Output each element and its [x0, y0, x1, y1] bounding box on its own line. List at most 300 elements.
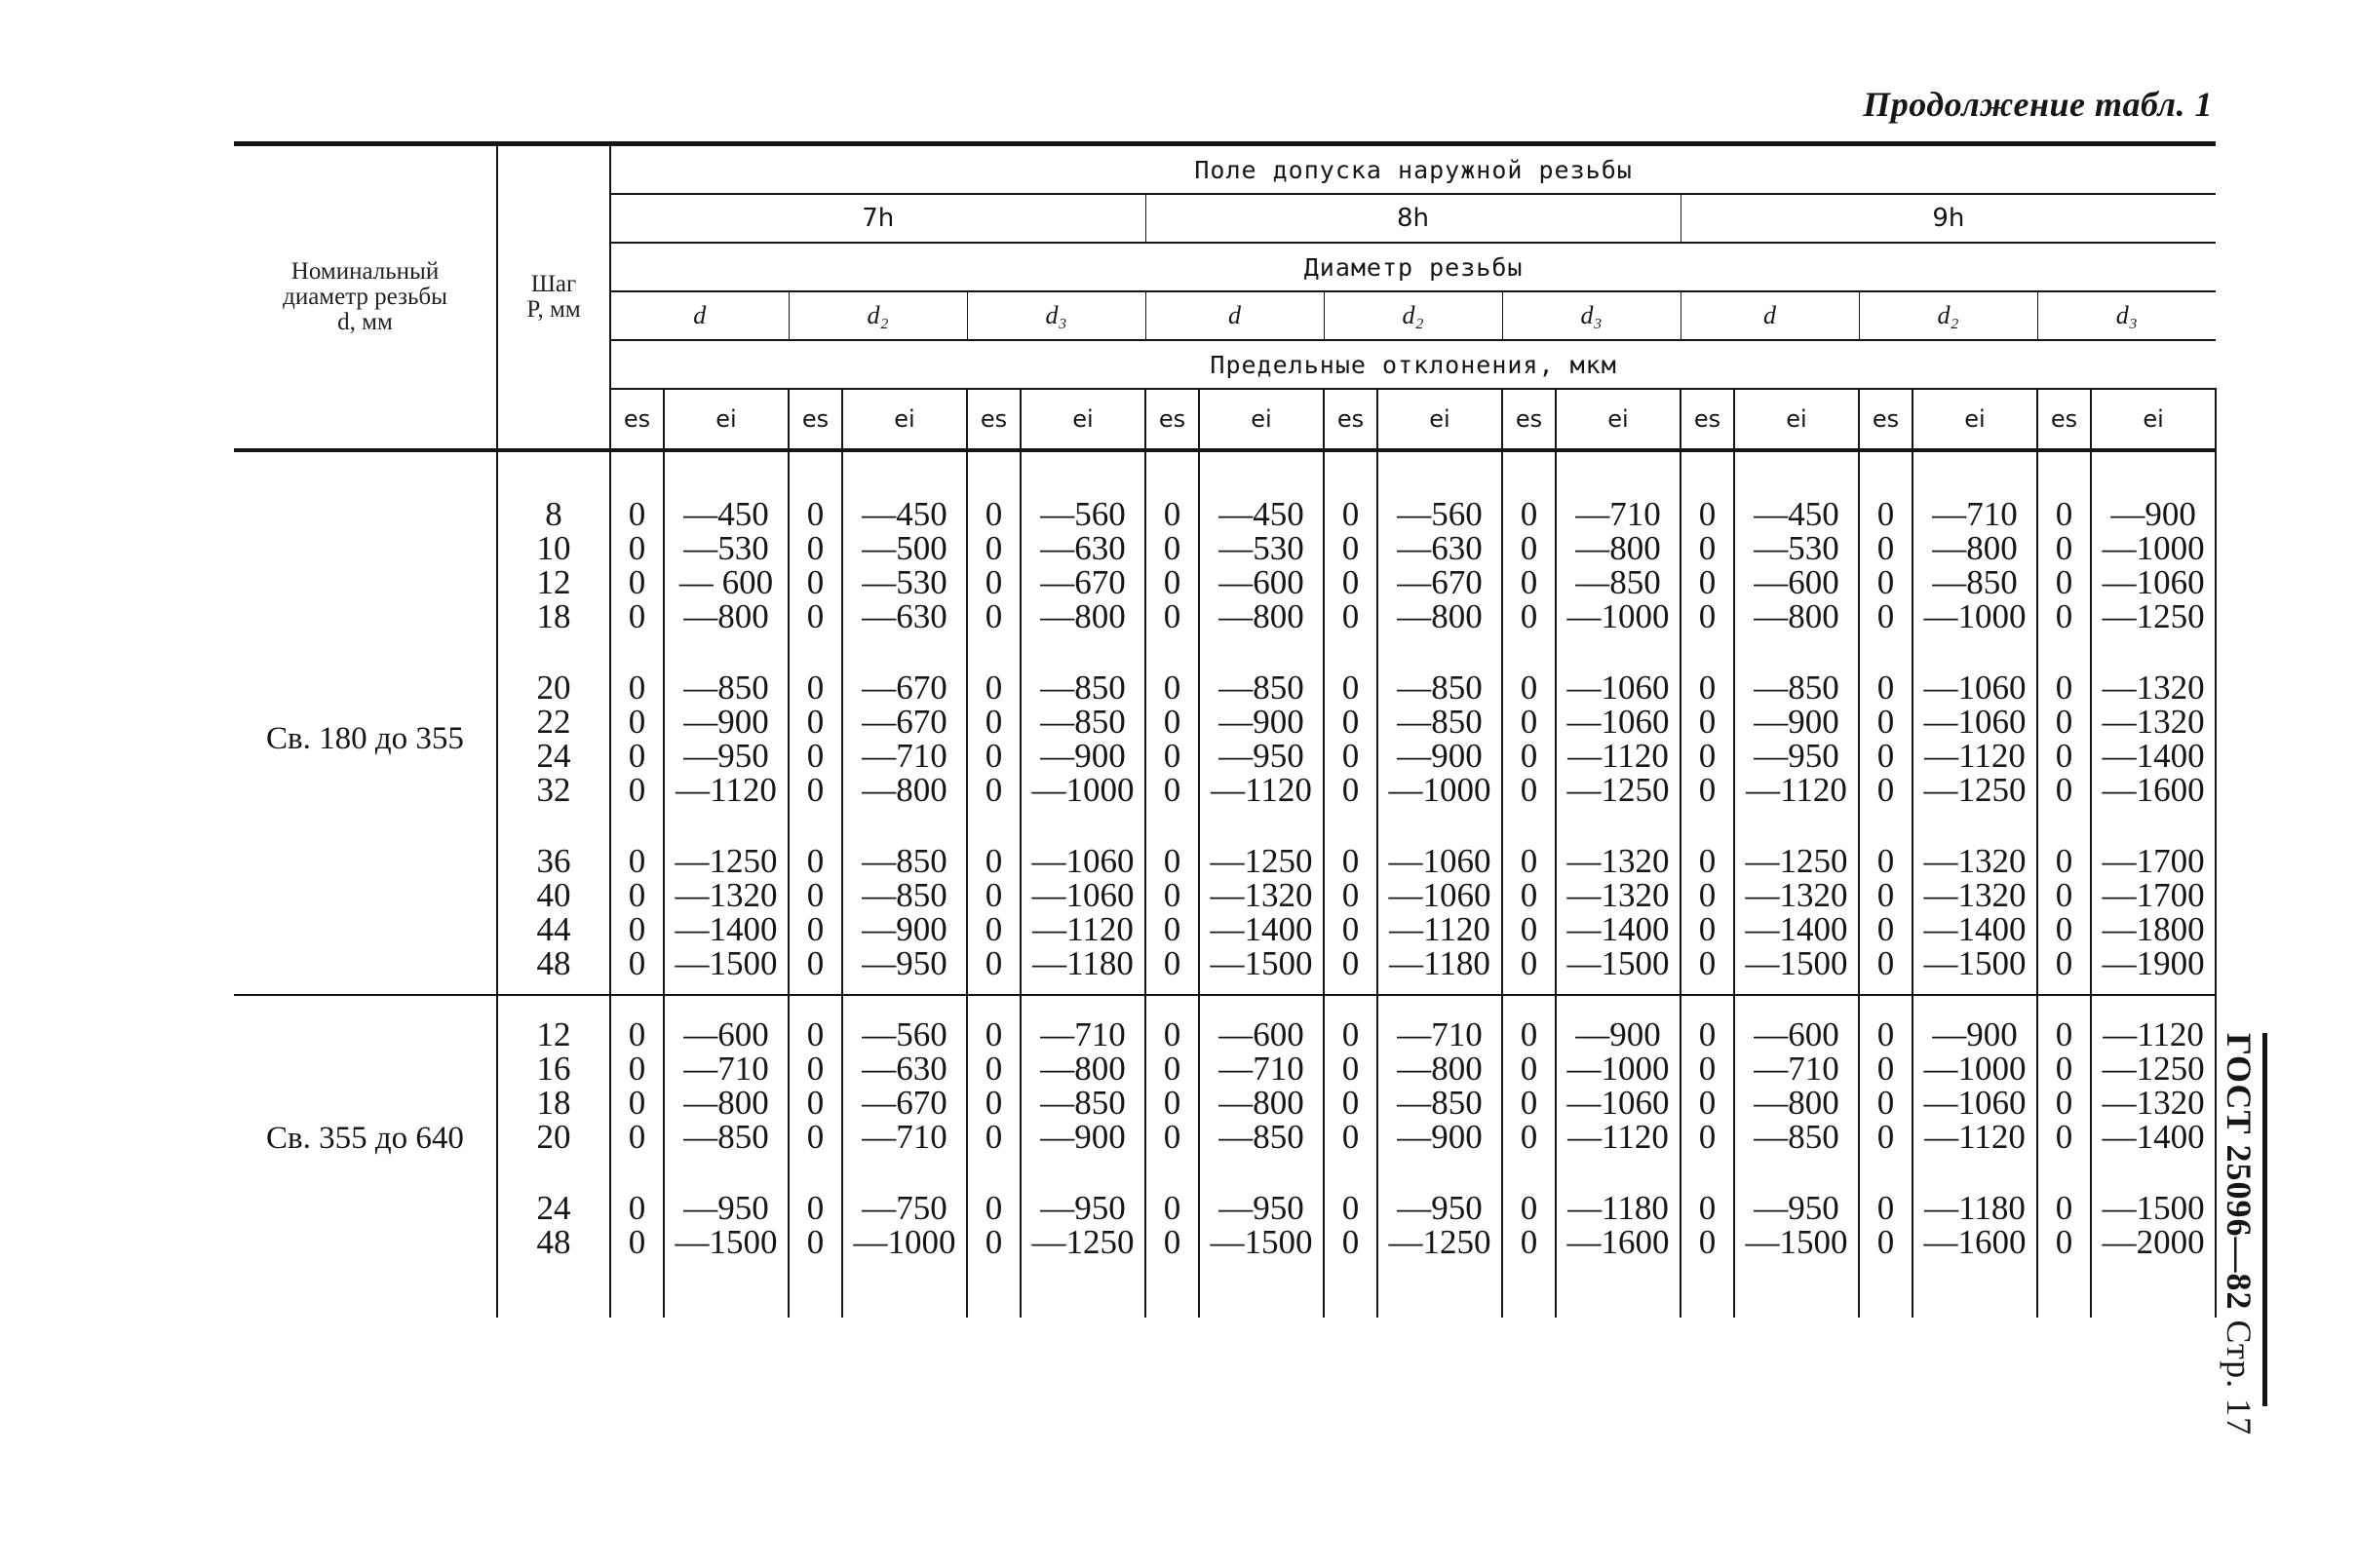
ei-value: —900 [842, 912, 967, 946]
es-value: 0 [1520, 876, 1538, 914]
es-value: 0 [1341, 737, 1360, 775]
ei-value: —1000 [1556, 1052, 1681, 1086]
pitch-cell: 18 [497, 1086, 610, 1120]
table-row [234, 531, 2216, 565]
ei-value: —1000 [2091, 531, 2216, 565]
ei-value: —560 [1377, 497, 1502, 531]
es-value: 0 [1698, 910, 1717, 948]
ei-value: —800 [664, 599, 789, 633]
es-value: 0 [985, 842, 1003, 880]
es-value: 0 [628, 597, 646, 635]
ei-value: —1400 [1199, 912, 1324, 946]
ei-value: —530 [1734, 531, 1859, 565]
table-row [234, 670, 2216, 705]
es-value: 0 [1876, 842, 1895, 880]
table-row [234, 497, 2216, 531]
ei-value: —670 [1377, 565, 1502, 599]
es-value: 0 [628, 1118, 646, 1156]
es-value: 0 [1163, 1189, 1181, 1227]
es-value: 0 [628, 495, 646, 533]
table-header [234, 144, 2216, 451]
es-value: 0 [2055, 737, 2073, 775]
ei-value: —1120 [1199, 773, 1324, 807]
ei-value: —630 [1377, 531, 1502, 565]
ei-value: —850 [1734, 1120, 1859, 1154]
pitch-cell: 22 [497, 705, 610, 739]
diameter-d-header: d [1681, 291, 1859, 340]
ei-value: —800 [1377, 599, 1502, 633]
ei-value: —1500 [664, 946, 789, 980]
ei-value: —1900 [2091, 946, 2216, 980]
table-row [234, 1225, 2216, 1259]
pitch-cell: 32 [497, 773, 610, 807]
es-value: 0 [1698, 1118, 1717, 1156]
es-value: 0 [1163, 597, 1181, 635]
es-value: 0 [1163, 737, 1181, 775]
es-value: 0 [628, 771, 646, 809]
es-value: 0 [1698, 771, 1717, 809]
es-value: 0 [628, 529, 646, 567]
es-value: 0 [2055, 1189, 2073, 1227]
es-value: 0 [1163, 910, 1181, 948]
es-value: 0 [1876, 1223, 1895, 1261]
ei-value: —630 [1021, 531, 1145, 565]
es-value: 0 [1698, 1015, 1717, 1053]
es-value: 0 [1341, 771, 1360, 809]
ei-value: —1120 [1913, 1120, 2037, 1154]
es-value: 0 [1876, 944, 1895, 982]
nominal-range-cell: Св. 355 до 640 [234, 1017, 497, 1259]
es-value: 0 [1163, 495, 1181, 533]
ei-value: —1600 [1556, 1225, 1681, 1259]
ei-value: —1060 [1913, 670, 2037, 705]
es-value: 0 [1163, 1223, 1181, 1261]
ei-value: —710 [1913, 497, 2037, 531]
ei-value: —710 [842, 739, 967, 773]
es-value: 0 [1520, 1084, 1538, 1122]
pitch-cell: 48 [497, 946, 610, 980]
es-value: 0 [2055, 842, 2073, 880]
table-row [234, 844, 2216, 878]
ei-value: —670 [842, 1086, 967, 1120]
ei-value: —1000 [1913, 1052, 2037, 1086]
ei-value: —1600 [2091, 773, 2216, 807]
ei-value: —1120 [1734, 773, 1859, 807]
diameter-d3-header: d₃ [1502, 291, 1681, 340]
es-value: 0 [1876, 737, 1895, 775]
ei-value: —1500 [1199, 946, 1324, 980]
ei-value: —1120 [1377, 912, 1502, 946]
es-value: 0 [1698, 944, 1717, 982]
es-value: 0 [1341, 529, 1360, 567]
es-value: 0 [806, 842, 825, 880]
field-7h: 7h [610, 194, 1145, 243]
es-value: 0 [806, 1223, 825, 1261]
ei-value: —850 [1556, 565, 1681, 599]
ei-value: —950 [1021, 1191, 1145, 1225]
es-value: 0 [1163, 1118, 1181, 1156]
es-value: 0 [2055, 529, 2073, 567]
es-value: 0 [1341, 1084, 1360, 1122]
es-value: 0 [1876, 1050, 1895, 1088]
nominal-diameter-header [234, 144, 497, 451]
pitch-cell: 8 [497, 497, 610, 531]
es-value: 0 [806, 669, 825, 707]
es-value: 0 [1520, 1223, 1538, 1261]
pitch-cell: 12 [497, 565, 610, 599]
ei-value: —1320 [1734, 878, 1859, 912]
es-value: 0 [1698, 1189, 1717, 1227]
ei-value: —1250 [664, 844, 789, 878]
ei-value: —800 [1556, 531, 1681, 565]
continuation-caption: Продолжение табл. 1 [1863, 85, 2213, 124]
standard-number: ГОСТ 25096—82 [2220, 1033, 2259, 1311]
es-value: 0 [628, 1015, 646, 1053]
es-value: 0 [628, 1189, 646, 1227]
es-value: 0 [1163, 563, 1181, 601]
es-value: 0 [1163, 669, 1181, 707]
ei-header: ei [2091, 389, 2216, 450]
ei-value: —850 [842, 844, 967, 878]
ei-header: ei [1377, 389, 1502, 450]
es-value: 0 [1341, 1015, 1360, 1053]
pitch-header-line: Шаг [530, 271, 577, 297]
ei-value: —710 [1199, 1052, 1324, 1086]
diameter-d3-header: d₃ [2037, 291, 2216, 340]
pitch-cell: 48 [497, 1225, 610, 1259]
ei-value: —600 [664, 1017, 789, 1052]
es-value: 0 [806, 1050, 825, 1088]
es-value: 0 [628, 910, 646, 948]
ei-value: —1500 [2091, 1191, 2216, 1225]
table-row [234, 912, 2216, 946]
ei-value: —560 [1021, 497, 1145, 531]
ei-value: —1250 [1021, 1225, 1145, 1259]
ei-value: —1000 [842, 1225, 967, 1259]
table-row [234, 773, 2216, 807]
spacer-row [234, 980, 2216, 995]
ei-value: —1250 [1913, 773, 2037, 807]
side-footer [2219, 1033, 2260, 1435]
es-value: 0 [1520, 842, 1538, 880]
ei-value: —1800 [2091, 912, 2216, 946]
ei-value: —1500 [1734, 1225, 1859, 1259]
ei-value: —710 [1377, 1017, 1502, 1052]
es-value: 0 [628, 1050, 646, 1088]
ei-value: — 600 [664, 565, 789, 599]
deviations-header: Предельные отклонения, мкм [610, 340, 2216, 389]
ei-value: —950 [1199, 739, 1324, 773]
es-value: 0 [1698, 876, 1717, 914]
es-value: 0 [985, 876, 1003, 914]
es-value: 0 [806, 495, 825, 533]
ei-value: —710 [842, 1120, 967, 1154]
spacer-row [234, 1259, 2216, 1318]
ei-value: —1320 [1199, 878, 1324, 912]
es-value: 0 [628, 842, 646, 880]
ei-header: ei [664, 389, 789, 450]
diameter-d2-header: d₂ [1859, 291, 2037, 340]
es-value: 0 [1341, 1189, 1360, 1227]
es-value: 0 [628, 703, 646, 741]
es-value: 0 [1520, 529, 1538, 567]
ei-value: —710 [1734, 1052, 1859, 1086]
es-value: 0 [1520, 563, 1538, 601]
ei-value: —1500 [1734, 946, 1859, 980]
ei-value: —1060 [1021, 844, 1145, 878]
table-row [234, 739, 2216, 773]
ei-value: —450 [842, 497, 967, 531]
ei-value: —900 [1021, 1120, 1145, 1154]
es-value: 0 [806, 910, 825, 948]
es-value: 0 [1876, 703, 1895, 741]
ei-value: —1500 [1556, 946, 1681, 980]
es-value: 0 [2055, 910, 2073, 948]
es-value: 0 [1698, 1050, 1717, 1088]
es-value: 0 [2055, 1084, 2073, 1122]
ei-value: —900 [664, 705, 789, 739]
es-value: 0 [2055, 669, 2073, 707]
ei-value: —950 [1734, 1191, 1859, 1225]
footer-rule [2262, 1033, 2267, 1406]
es-value: 0 [985, 1118, 1003, 1156]
pitch-header-line: P, мм [526, 296, 581, 323]
es-header: es [610, 389, 664, 450]
ei-value: —670 [842, 670, 967, 705]
es-header: es [1681, 389, 1734, 450]
ei-value: —710 [664, 1052, 789, 1086]
ei-value: —950 [1734, 739, 1859, 773]
es-value: 0 [985, 703, 1003, 741]
es-value: 0 [985, 771, 1003, 809]
es-value: 0 [985, 563, 1003, 601]
ei-value: —850 [664, 670, 789, 705]
es-value: 0 [1876, 910, 1895, 948]
es-value: 0 [1698, 563, 1717, 601]
ei-value: —800 [1913, 531, 2037, 565]
ei-value: —800 [1377, 1052, 1502, 1086]
ei-value: —1320 [1913, 844, 2037, 878]
ei-value: —900 [1556, 1017, 1681, 1052]
es-value: 0 [1341, 876, 1360, 914]
es-value: 0 [806, 529, 825, 567]
es-value: 0 [1876, 1084, 1895, 1122]
es-value: 0 [2055, 1015, 2073, 1053]
field-9h: 9h [1681, 194, 2216, 243]
ei-value: —1180 [1913, 1191, 2037, 1225]
ei-value: —1400 [1556, 912, 1681, 946]
es-value: 0 [1341, 495, 1360, 533]
es-value: 0 [985, 1223, 1003, 1261]
ei-value: —1060 [1021, 878, 1145, 912]
es-header: es [1502, 389, 1556, 450]
es-value: 0 [1341, 703, 1360, 741]
ei-value: —1060 [1913, 705, 2037, 739]
es-value: 0 [1698, 703, 1717, 741]
es-value: 0 [1520, 944, 1538, 982]
es-value: 0 [1163, 1084, 1181, 1122]
es-value: 0 [1163, 1015, 1181, 1053]
es-value: 0 [1520, 1189, 1538, 1227]
ei-value: —850 [1377, 670, 1502, 705]
es-value: 0 [1163, 944, 1181, 982]
ei-value: —1400 [1913, 912, 2037, 946]
ei-value: —900 [1377, 1120, 1502, 1154]
es-value: 0 [1341, 944, 1360, 982]
ei-value: —600 [1734, 1017, 1859, 1052]
ei-value: —900 [1377, 739, 1502, 773]
es-value: 0 [2055, 876, 2073, 914]
pitch-cell: 20 [497, 670, 610, 705]
ei-value: —1060 [1556, 1086, 1681, 1120]
ei-header: ei [1913, 389, 2037, 450]
es-value: 0 [806, 771, 825, 809]
es-value: 0 [1163, 771, 1181, 809]
ei-value: —1500 [1913, 946, 2037, 980]
es-value: 0 [1698, 842, 1717, 880]
ei-header: ei [1556, 389, 1681, 450]
es-value: 0 [2055, 1050, 2073, 1088]
es-value: 0 [1520, 771, 1538, 809]
es-value: 0 [985, 1189, 1003, 1227]
es-value: 0 [628, 669, 646, 707]
es-value: 0 [1163, 529, 1181, 567]
nominal-header-line: d, мм [337, 309, 393, 335]
table-body [234, 450, 2216, 1318]
es-value: 0 [628, 944, 646, 982]
ei-value: —800 [1199, 1086, 1324, 1120]
ei-value: —800 [1199, 599, 1324, 633]
pitch-cell: 40 [497, 878, 610, 912]
ei-value: —1250 [1734, 844, 1859, 878]
ei-value: —800 [664, 1086, 789, 1120]
es-value: 0 [1520, 737, 1538, 775]
es-value: 0 [985, 1084, 1003, 1122]
ei-value: —950 [664, 739, 789, 773]
es-header: es [1859, 389, 1913, 450]
nominal-range-cell: Св. 180 до 355 [234, 497, 497, 980]
diameter-d2-header: d₂ [1324, 291, 1502, 340]
table-row [234, 1052, 2216, 1086]
es-value: 0 [1698, 529, 1717, 567]
ei-value: —900 [1913, 1017, 2037, 1052]
ei-value: —1250 [1199, 844, 1324, 878]
es-header: es [967, 389, 1021, 450]
nominal-header-line: диаметр резьбы [283, 284, 447, 310]
ei-value: —450 [664, 497, 789, 531]
ei-value: —710 [1556, 497, 1681, 531]
pitch-cell: 44 [497, 912, 610, 946]
es-value: 0 [1876, 563, 1895, 601]
es-value: 0 [1698, 597, 1717, 635]
ei-value: —1250 [2091, 1052, 2216, 1086]
ei-value: —500 [842, 531, 967, 565]
es-header: es [789, 389, 842, 450]
diameter-d2-header: d₂ [789, 291, 967, 340]
ei-value: —950 [1377, 1191, 1502, 1225]
table-row [234, 1120, 2216, 1154]
ei-value: —1250 [2091, 599, 2216, 633]
ei-value: —1320 [2091, 1086, 2216, 1120]
es-value: 0 [1520, 1015, 1538, 1053]
es-value: 0 [1341, 669, 1360, 707]
ei-value: —1400 [1734, 912, 1859, 946]
ei-value: —800 [1734, 1086, 1859, 1120]
ei-value: —600 [1734, 565, 1859, 599]
es-value: 0 [628, 737, 646, 775]
ei-value: —450 [1734, 497, 1859, 531]
es-value: 0 [2055, 944, 2073, 982]
ei-value: —1320 [2091, 705, 2216, 739]
es-value: 0 [806, 563, 825, 601]
es-value: 0 [2055, 1223, 2073, 1261]
es-value: 0 [985, 529, 1003, 567]
ei-value: —560 [842, 1017, 967, 1052]
ei-value: —530 [1199, 531, 1324, 565]
es-value: 0 [2055, 771, 2073, 809]
ei-value: —600 [1199, 1017, 1324, 1052]
spacer-row [234, 1154, 2216, 1191]
ei-value: —850 [1377, 705, 1502, 739]
ei-value: —1700 [2091, 844, 2216, 878]
es-value: 0 [985, 669, 1003, 707]
ei-value: —900 [1199, 705, 1324, 739]
pitch-header [497, 144, 610, 451]
es-value: 0 [2055, 703, 2073, 741]
es-value: 0 [985, 1015, 1003, 1053]
es-value: 0 [1341, 597, 1360, 635]
es-header: es [1324, 389, 1377, 450]
es-value: 0 [985, 737, 1003, 775]
es-value: 0 [1698, 669, 1717, 707]
ei-value: —450 [1199, 497, 1324, 531]
es-value: 0 [628, 1084, 646, 1122]
ei-value: —850 [1021, 670, 1145, 705]
ei-value: —800 [1021, 599, 1145, 633]
ei-value: —1500 [664, 1225, 789, 1259]
es-value: 0 [1163, 842, 1181, 880]
ei-value: —710 [1021, 1017, 1145, 1052]
ei-value: —1120 [1556, 739, 1681, 773]
ei-value: —1320 [1556, 878, 1681, 912]
field-8h: 8h [1145, 194, 1681, 243]
spacer-row [234, 995, 2216, 1017]
ei-value: —1320 [1913, 878, 2037, 912]
ei-value: —1000 [1021, 773, 1145, 807]
es-value: 0 [1876, 876, 1895, 914]
ei-value: —1700 [2091, 878, 2216, 912]
ei-value: —1120 [2091, 1017, 2216, 1052]
ei-value: —850 [842, 878, 967, 912]
es-value: 0 [1698, 737, 1717, 775]
table-row [234, 1017, 2216, 1052]
es-value: 0 [1163, 876, 1181, 914]
ei-value: —1180 [1556, 1191, 1681, 1225]
ei-value: —1120 [1021, 912, 1145, 946]
ei-value: —1120 [1556, 1120, 1681, 1154]
es-value: 0 [1341, 563, 1360, 601]
pitch-cell: 16 [497, 1052, 610, 1086]
ei-value: —1400 [2091, 739, 2216, 773]
es-value: 0 [628, 563, 646, 601]
ei-value: —900 [1021, 739, 1145, 773]
ei-value: —750 [842, 1191, 967, 1225]
es-value: 0 [985, 1050, 1003, 1088]
ei-header: ei [842, 389, 967, 450]
es-value: 0 [1163, 1050, 1181, 1088]
es-value: 0 [985, 944, 1003, 982]
nominal-header-line: Номинальный [290, 258, 440, 285]
